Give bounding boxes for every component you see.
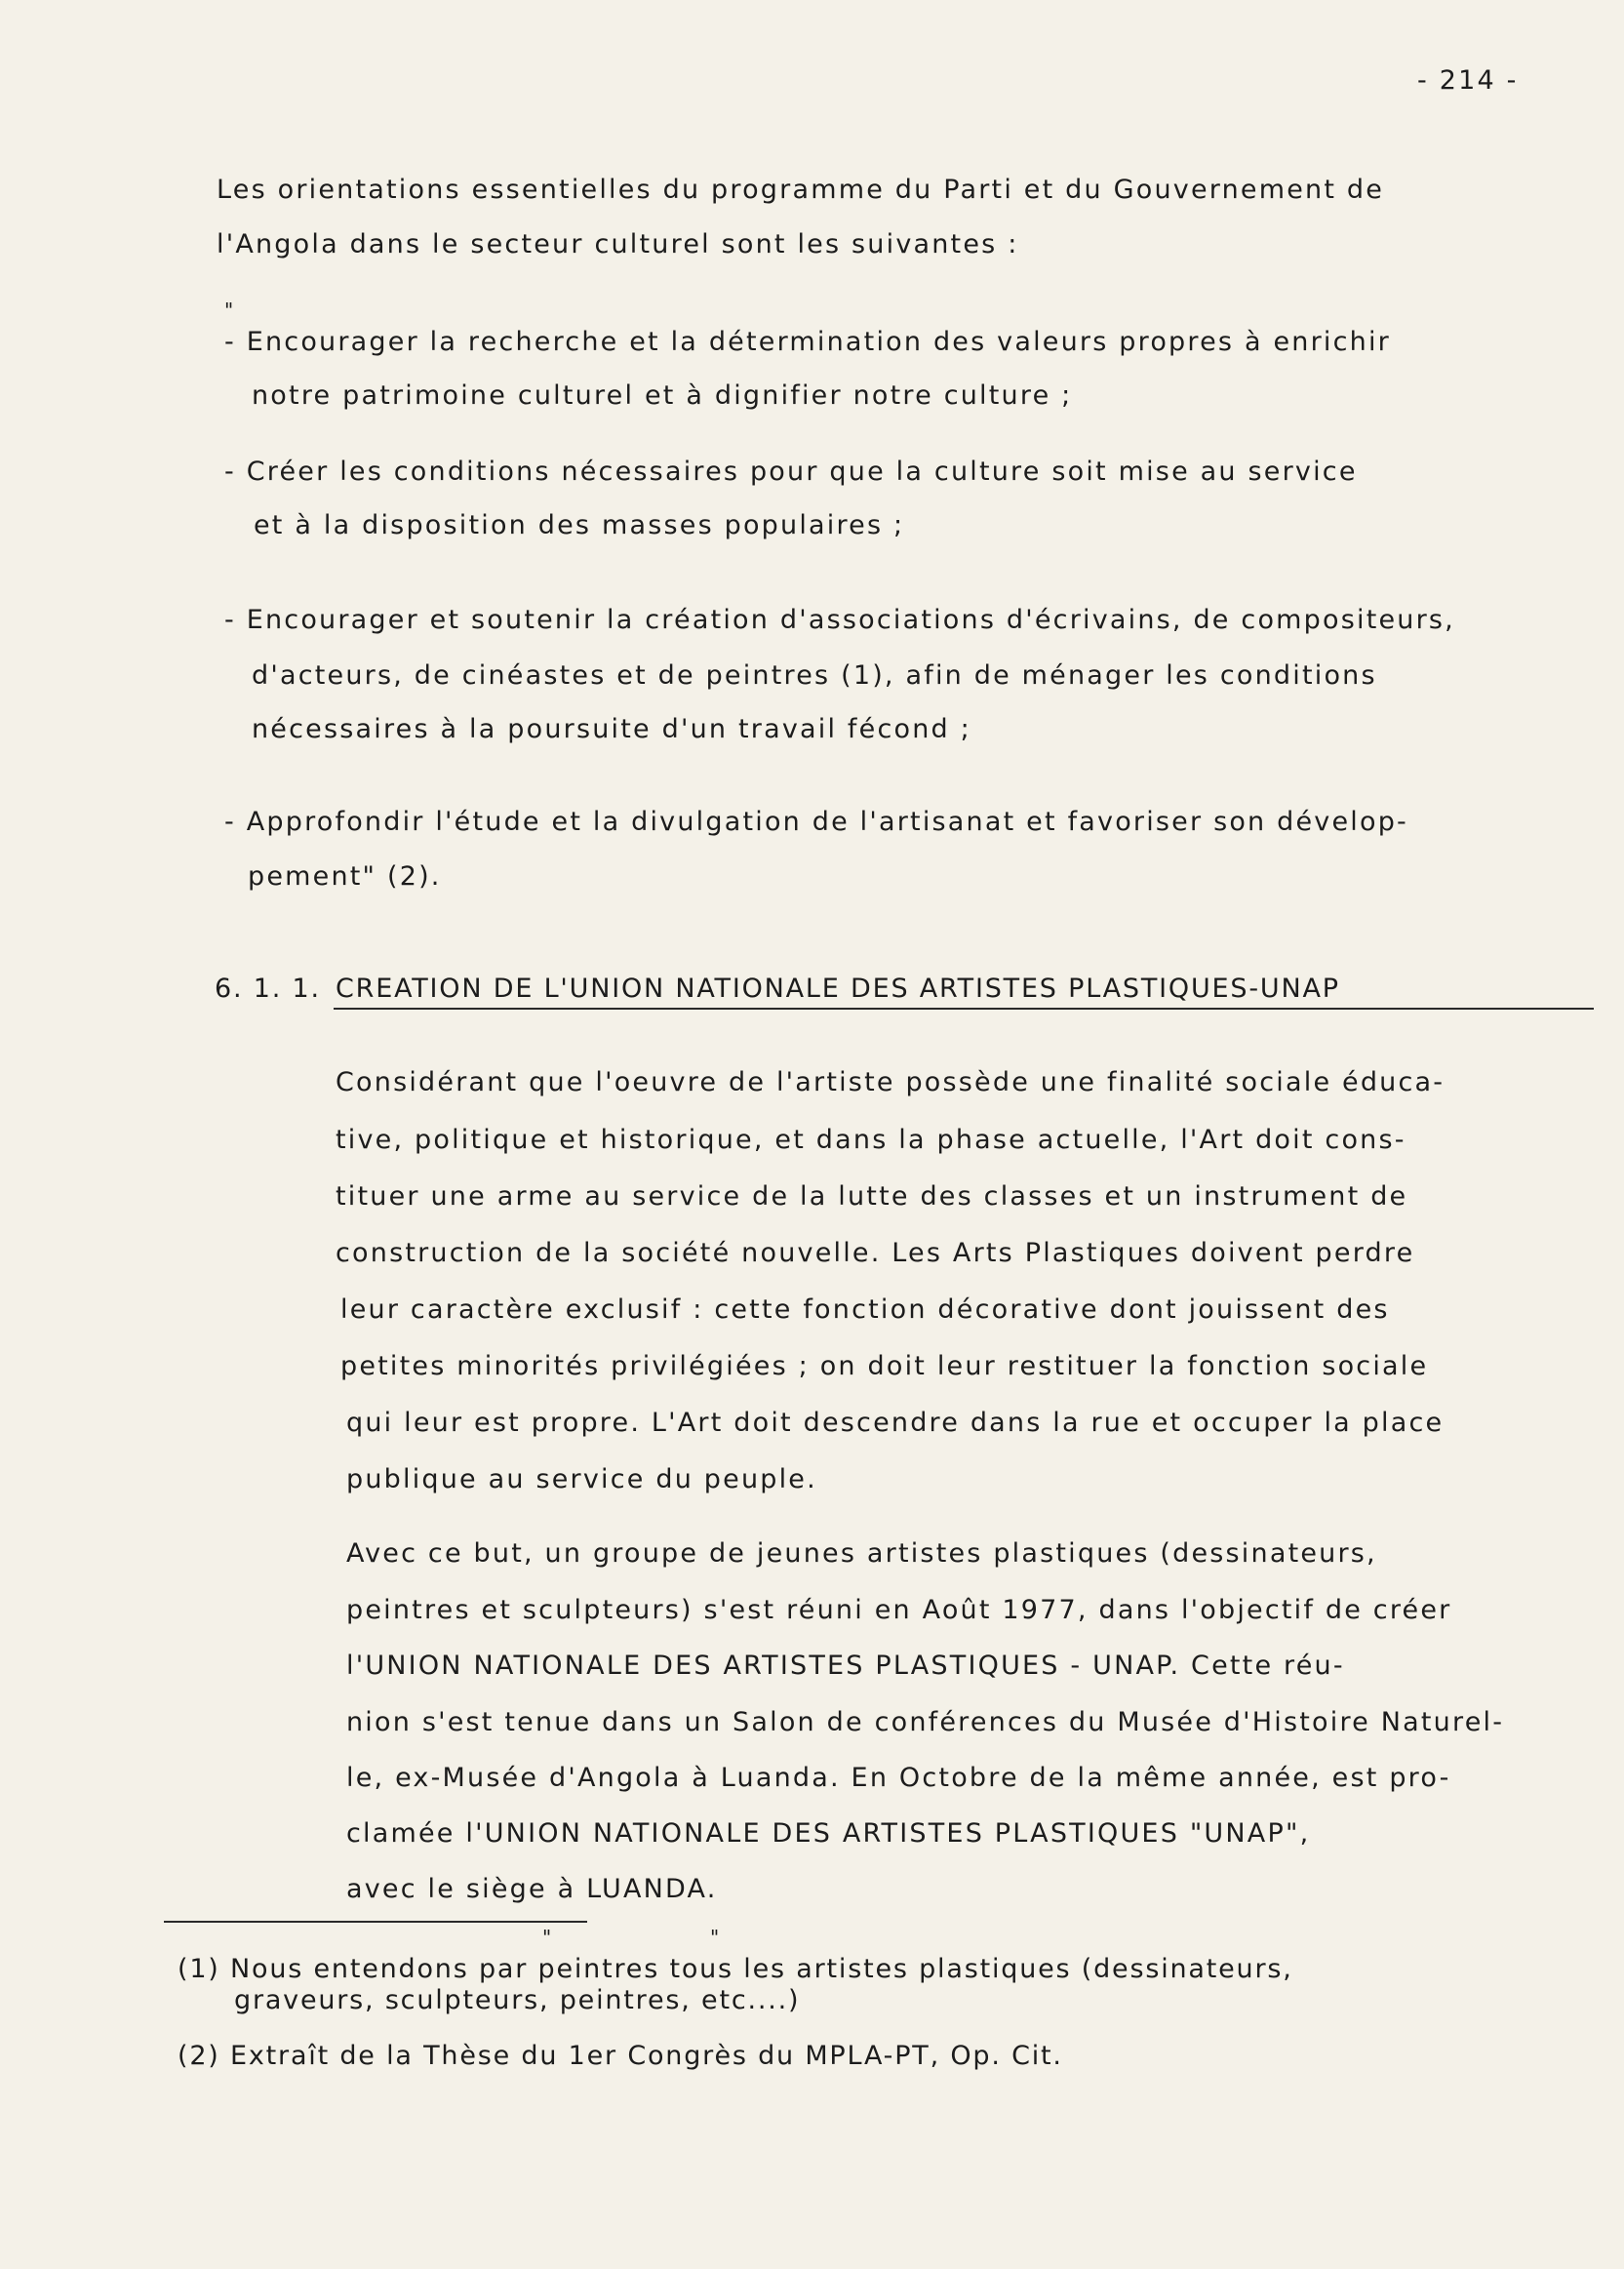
section-title-underline (334, 1008, 1594, 1010)
paragraph2-line-5: le, ex-Musée d'Angola à Luanda. En Octobre de la même année, est pro- (346, 1763, 1451, 1793)
bullet-3-line-3: nécessaires à la poursuite d'un travail fécond ; (252, 714, 971, 744)
intro-line-1: Les orientations essentielles du programme du Parti et du Gouvernement de (217, 175, 1385, 205)
bullet-3-line-1: - Encourager et soutenir la création d'associations d'écrivains, de compositeurs, (224, 605, 1455, 635)
footnote-quote-close: " (710, 1926, 720, 1949)
bullet-2-line-2: et à la disposition des masses populaires ; (254, 510, 905, 540)
paragraph1-line-6: petites minorités privilégiées ; on doit leur restituer la fonction sociale (340, 1351, 1429, 1381)
paragraph1-line-3: tituer une arme au service de la lutte des classes et un instrument de (336, 1181, 1408, 1212)
paragraph2-line-2: peintres et sculpteurs) s'est réuni en Août 1977, dans l'objectif de créer (346, 1595, 1452, 1625)
footnote-1-line-2: graveurs, sculpteurs, peintres, etc....) (234, 1985, 801, 2015)
paragraph1-line-4: construction de la société nouvelle. Les Arts Plastiques doivent perdre (336, 1238, 1415, 1268)
paragraph1-line-2: tive, politique et historique, et dans la phase actuelle, l'Art doit cons- (336, 1125, 1406, 1155)
paragraph2-line-1: Avec ce but, un groupe de jeunes artistes plastiques (dessinateurs, (346, 1538, 1377, 1569)
paragraph1-line-7: qui leur est propre. L'Art doit descendre dans la rue et occuper la place (346, 1408, 1445, 1438)
bullet-1-line-1: - Encourager la recherche et la détermination des valeurs propres à enrichir (224, 327, 1391, 357)
footnote-quote-open: " (542, 1926, 552, 1949)
paragraph1-line-8: publique au service du peuple. (346, 1464, 817, 1494)
quote-open-mark: " (224, 299, 234, 322)
bullet-2-line-1: - Créer les conditions nécessaires pour que la culture soit mise au service (224, 457, 1358, 487)
paragraph1-line-5: leur caractère exclusif : cette fonction décorative dont jouissent des (340, 1294, 1390, 1325)
footnote-2: (2) Extraît de la Thèse du 1er Congrès du MPLA-PT, Op. Cit. (178, 2041, 1063, 2071)
section-number: 6. 1. 1. (215, 974, 321, 1004)
bullet-1-line-2: notre patrimoine culturel et à dignifier notre culture ; (252, 380, 1073, 411)
paragraph2-line-7: avec le siège à LUANDA. (346, 1874, 718, 1904)
bullet-4-line-1: - Approfondir l'étude et la divulgation de l'artisanat et favoriser son dévelop- (224, 807, 1408, 837)
paragraph2-line-4: nion s'est tenue dans un Salon de conférences du Musée d'Histoire Naturel- (346, 1707, 1505, 1737)
paragraph2-line-6: clamée l'UNION NATIONALE DES ARTISTES PLASTIQUES "UNAP", (346, 1818, 1311, 1849)
intro-line-2: l'Angola dans le secteur culturel sont les suivantes : (217, 229, 1019, 259)
footnote-1-line-1: (1) Nous entendons par peintres tous les artistes plastiques (dessinateurs, (178, 1954, 1293, 1984)
paragraph1-line-1: Considérant que l'oeuvre de l'artiste possède une finalité sociale éduca- (336, 1067, 1446, 1097)
footnote-separator (164, 1921, 587, 1923)
section-title: CREATION DE L'UNION NATIONALE DES ARTISTES PLASTIQUES-UNAP (336, 974, 1340, 1004)
paragraph2-line-3: l'UNION NATIONALE DES ARTISTES PLASTIQUES - UNAP. Cette réu- (346, 1651, 1345, 1681)
bullet-3-line-2: d'acteurs, de cinéastes et de peintres (1), afin de ménager les conditions (252, 660, 1377, 691)
bullet-4-line-2: pement" (2). (248, 861, 442, 892)
page-number: - 214 - (1417, 65, 1519, 96)
